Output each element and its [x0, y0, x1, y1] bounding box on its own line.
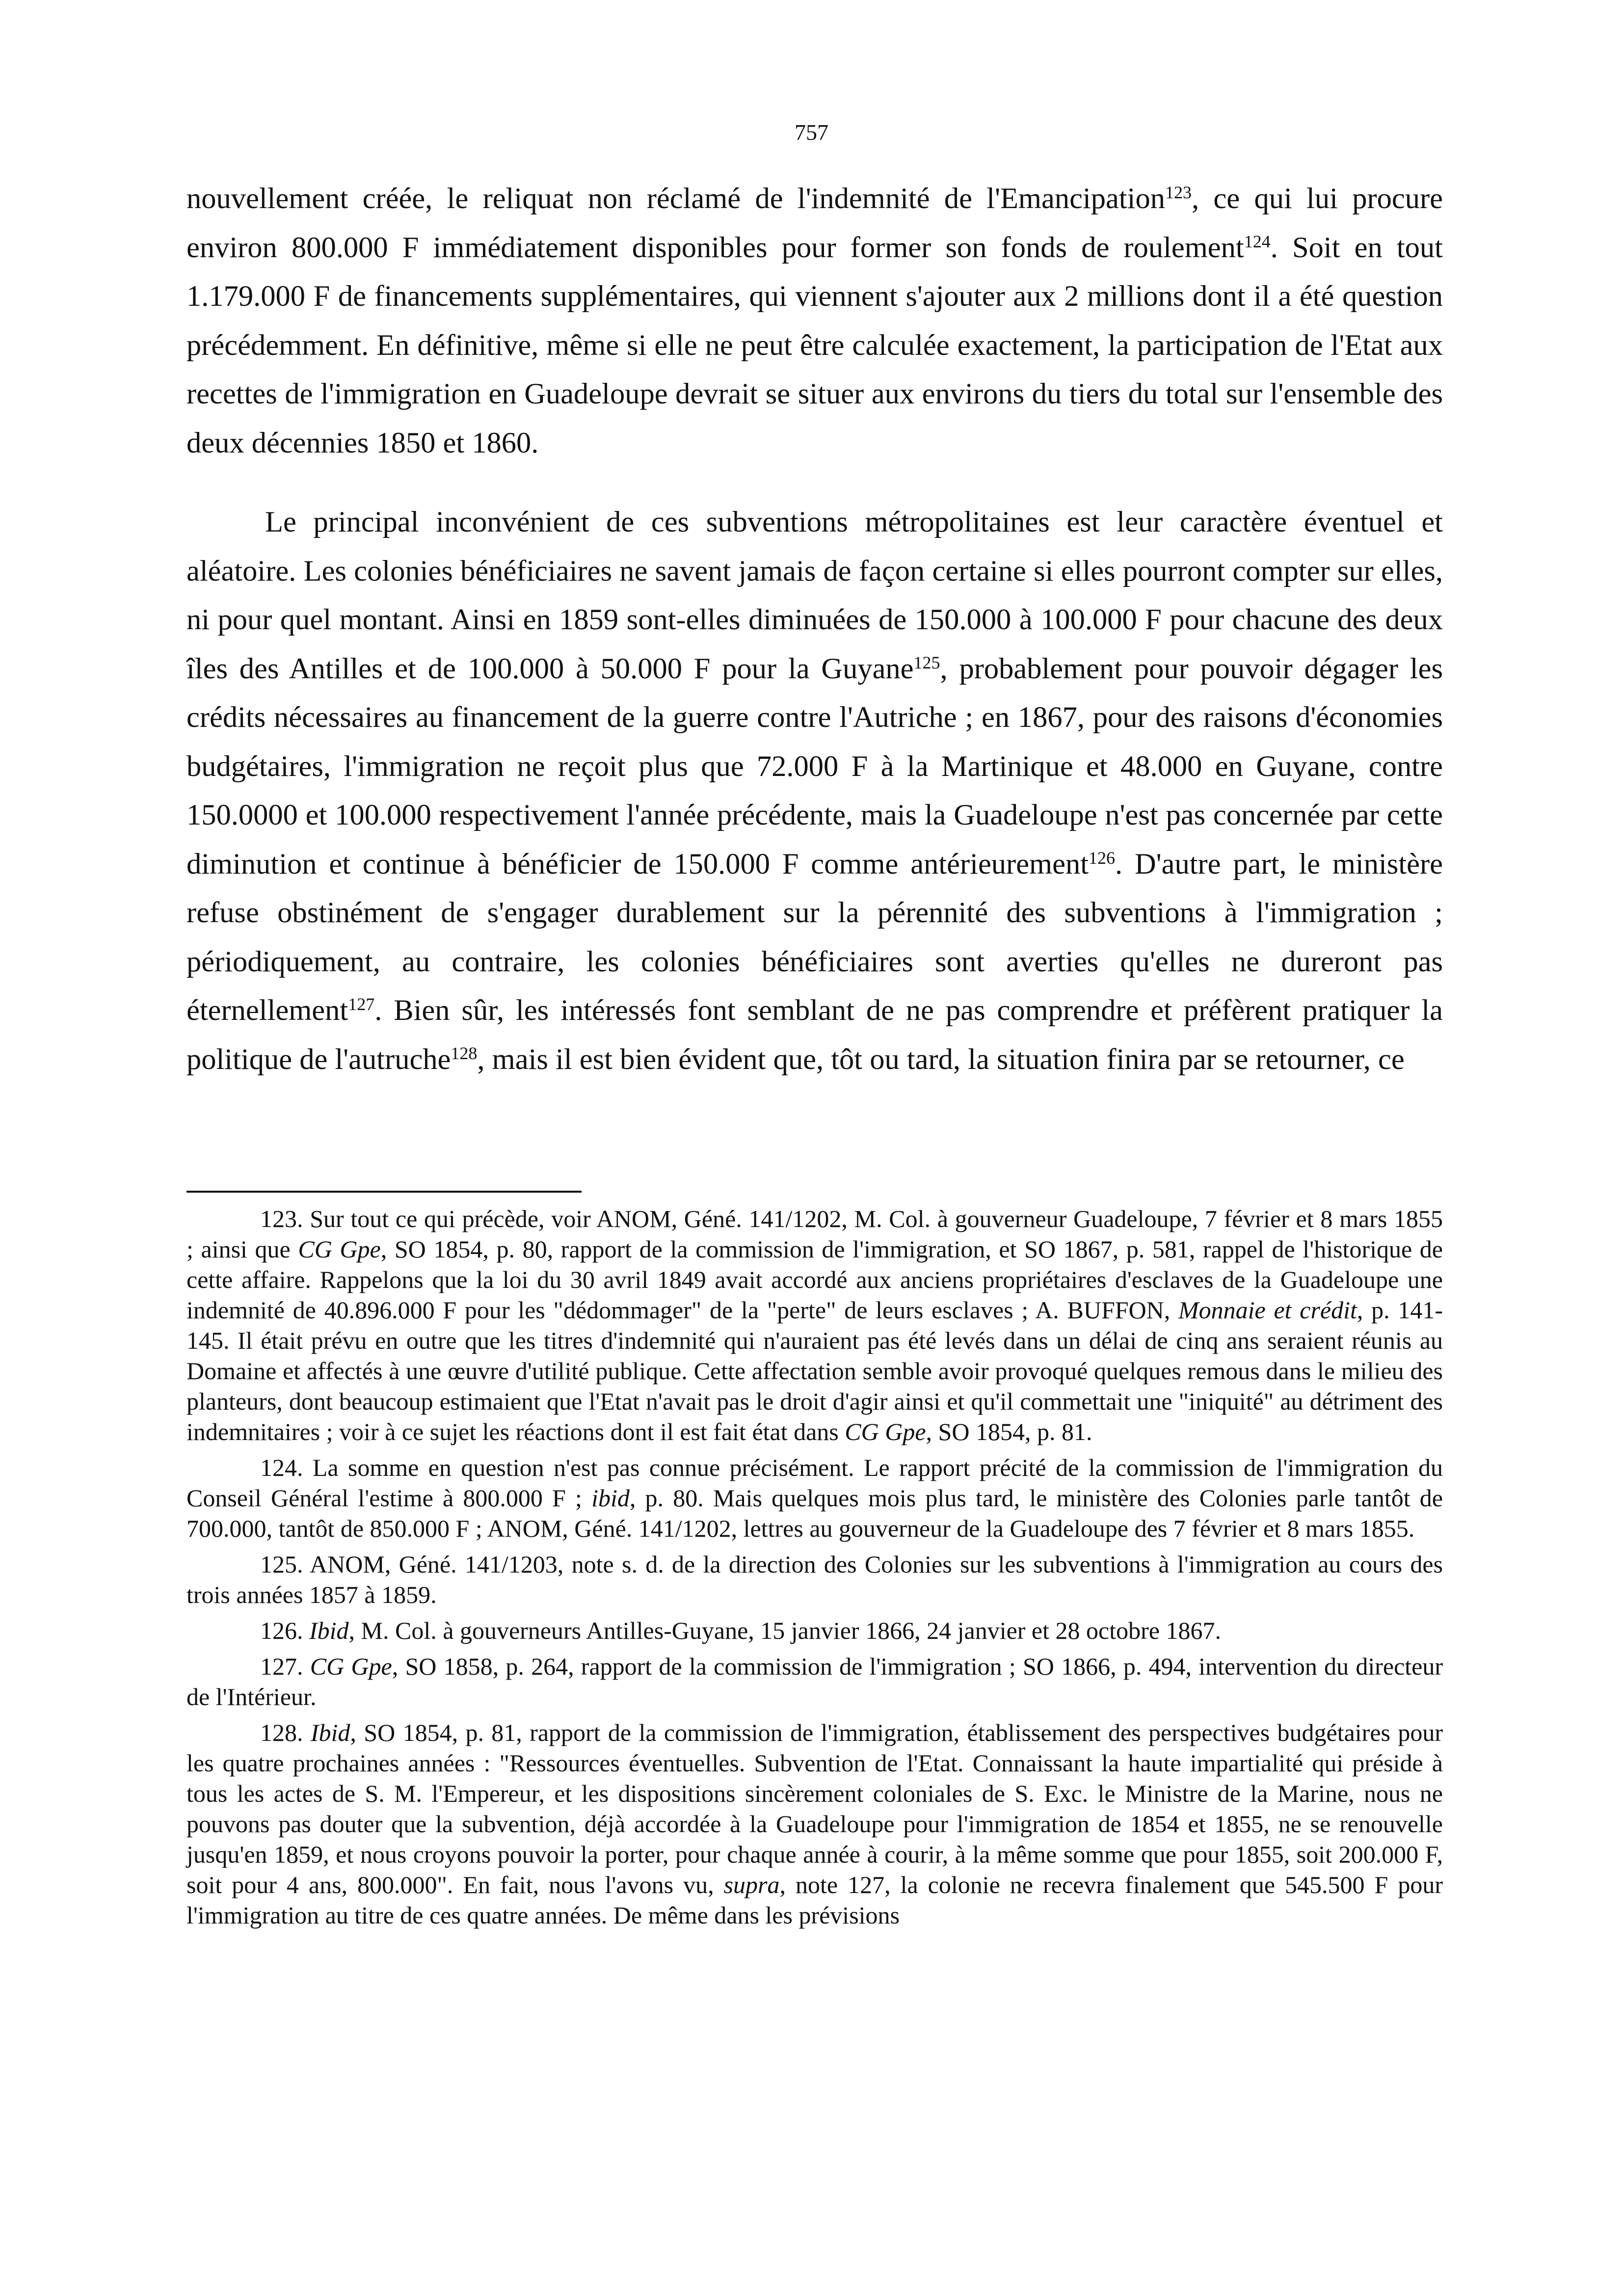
italic-text: CG Gpe [298, 1235, 381, 1263]
italic-text: Monnaie et crédit [1178, 1296, 1357, 1324]
footnote-reference: 126 [1089, 848, 1116, 868]
italic-text: CG Gpe [845, 1418, 926, 1445]
italic-text: Ibid [309, 1617, 349, 1644]
text-run: , mais il est bien évident que, tôt ou tard, la situation finira par se retourner, ce [477, 1042, 1405, 1076]
text-run: 128. [260, 1719, 311, 1746]
text-run: , M. Col. à gouverneurs Antilles-Guyane, 15 janvier 1866, 24 janvier et 28 octobre 1867. [348, 1617, 1221, 1644]
text-run: . D'autre part, le ministère refuse obstinément de s'engager durablement sur la pérennité des subventions à l'immigration ; périodiquement, au contraire, les colonies bénéficiaires sont averties qu'elles ne dureront pas éternellement [186, 847, 1443, 1027]
body-paragraph [186, 174, 1443, 467]
text-run: 125. ANOM, Géné. 141/1203, note s. d. de la direction des Colonies sur les subventions à l'immigration au cours des trois années 1857 à 1859. [186, 1550, 1443, 1608]
text-run: , SO 1858, p. 264, rapport de la commission de l'immigration ; SO 1866, p. 494, intervention du directeur de l'Intérieur. [186, 1653, 1443, 1710]
main-text [186, 174, 1443, 1084]
text-run: 124. La somme en question n'est pas connue précisément. Le rapport précité de la commission de l'immigration du Conseil Général l'estime à 800.000 F ; [186, 1454, 1443, 1512]
footnote [186, 1549, 1443, 1610]
footnote [186, 1615, 1443, 1646]
text-run: , ce qui lui procure environ 800.000 F immédiatement disponibles pour former son fonds de roulement [186, 182, 1443, 264]
italic-text: ibid [591, 1484, 630, 1512]
text-run: , SO 1854, p. 81, rapport de la commission de l'immigration, établissement des perspectives budgétaires pour les quatre prochaines années : "Ressources éventuelles. Subvention de l'Etat. Connaissant la haute impartialité qui préside à tous les actes de S. M. l'Empereur, et les dispositions sincèrement coloniales de S. Exc. le Ministre de la Marine, nous ne pouvons pas douter que la subvention, déjà accordée à la Guadeloupe pour l'immigration de 1854 et 1855, ne se renouvelle jusqu'en 1859, et nous croyons pouvoir la porter, pour chaque année à courir, à la même somme que pour 1855, soit 200.000 F, soit pour 4 ans, 800.000". En fait, nous l'avons vu, [186, 1719, 1443, 1898]
footnote [186, 1452, 1443, 1544]
text-run: , p. 80. Mais quelques mois plus tard, le ministère des Colonies parle tantôt de 700.000, tantôt de 850.000 F ; ANOM, Géné. 141/1202, lettres au gouverneur de la Guadeloupe des 7 février et 8 mars 1855. [186, 1484, 1443, 1542]
text-run: nouvellement créée, le reliquat non réclamé de l'indemnité de l'Emancipation [186, 182, 1165, 215]
text-run: Le principal inconvénient de ces subventions métropolitaines est leur caractère éventuel et aléatoire. Les colonies bénéficiaires ne savent jamais de façon certaine si elles pourront compter sur elles, ni pour quel montant. Ainsi en 1859 sont-elles diminuées de 150.000 à 100.000 F pour chacune des deux îles des Antilles et de 100.000 à 50.000 F pour la Guyane [186, 506, 1443, 685]
footnote-reference: 128 [451, 1043, 478, 1063]
footnote-reference: 125 [913, 652, 940, 672]
footnote-reference: 127 [348, 994, 375, 1014]
text-run: , SO 1854, p. 80, rapport de la commission de l'immigration, et SO 1867, p. 581, rappel de l'historique de cette affaire. Rappelons que la loi du 30 avril 1849 avait accordé aux anciens propriétaires d'esclaves de la Guadeloupe une indemnité de 40.896.000 F pour les "dédommager" de la "perte" de leurs esclaves ; A. BUFFON, [186, 1235, 1443, 1324]
text-run: 127. [260, 1653, 310, 1680]
text-run: , probablement pour pouvoir dégager les crédits nécessaires au financement de la guerre contre l'Autriche ; en 1867, pour des raisons d'économies budgétaires, l'immigration ne reçoit plus que 72.000 F à la Martinique et 48.000 en Guyane, contre 150.0000 et 100.000 respectivement l'année précédente, mais la Guadeloupe n'est pas concernée par cette diminution et continue à bénéficier de 150.000 F comme antérieurement [186, 652, 1443, 881]
italic-text: CG Gpe [310, 1653, 392, 1680]
text-run: , note 127, la colonie ne recevra finalement que 545.500 F pour l'immigration au titre de ces quatre années. De même dans les prévisions [186, 1871, 1443, 1929]
text-run: , p. 141-145. Il était prévu en outre que les titres d'indemnité qui n'auraient pas été levés dans un délai de cinq ans seraient réunis au Domaine et affectés à une œuvre d'utilité publique. Cette affectation semble avoir provoqué quelques remous dans le milieu des planteurs, dont beaucoup estimaient que l'Etat n'avait pas le droit d'agir ainsi et qu'il commettait une "iniquité" au détriment des indemnitaires ; voir à ce sujet les réactions dont il est fait état dans [186, 1296, 1443, 1445]
page-number: 757 [795, 120, 828, 145]
footnote-reference: 123 [1165, 183, 1192, 202]
footnote [186, 1651, 1443, 1712]
footnote-reference: 124 [1244, 231, 1271, 251]
italic-text: supra [723, 1871, 780, 1898]
text-run: , SO 1854, p. 81. [926, 1418, 1092, 1445]
body-paragraph [186, 498, 1443, 1084]
italic-text: Ibid [310, 1719, 350, 1746]
footnotes [186, 1203, 1443, 1936]
text-run: . Soit en tout 1.179.000 F de financements supplémentaires, qui viennent s'ajouter aux 2 millions dont il a été question précédemment. En définitive, même si elle ne peut être calculée exactement, la participation de l'Etat aux recettes de l'immigration en Guadeloupe devrait se situer aux environs du tiers du total sur l'ensemble des deux décennies 1850 et 1860. [186, 231, 1443, 459]
footnote [186, 1717, 1443, 1930]
text-run: 126. [260, 1617, 309, 1644]
text-run: 123. Sur tout ce qui précède, voir ANOM, Géné. 141/1202, M. Col. à gouverneur Guadeloupe, 7 février et 8 mars 1855 ; ainsi que [186, 1205, 1443, 1263]
text-run: . Bien sûr, les intéressés font semblant de ne pas comprendre et préfèrent pratiquer la politique de l'autruche [186, 994, 1443, 1076]
footnote [186, 1203, 1443, 1447]
footnote-separator [186, 1191, 582, 1193]
